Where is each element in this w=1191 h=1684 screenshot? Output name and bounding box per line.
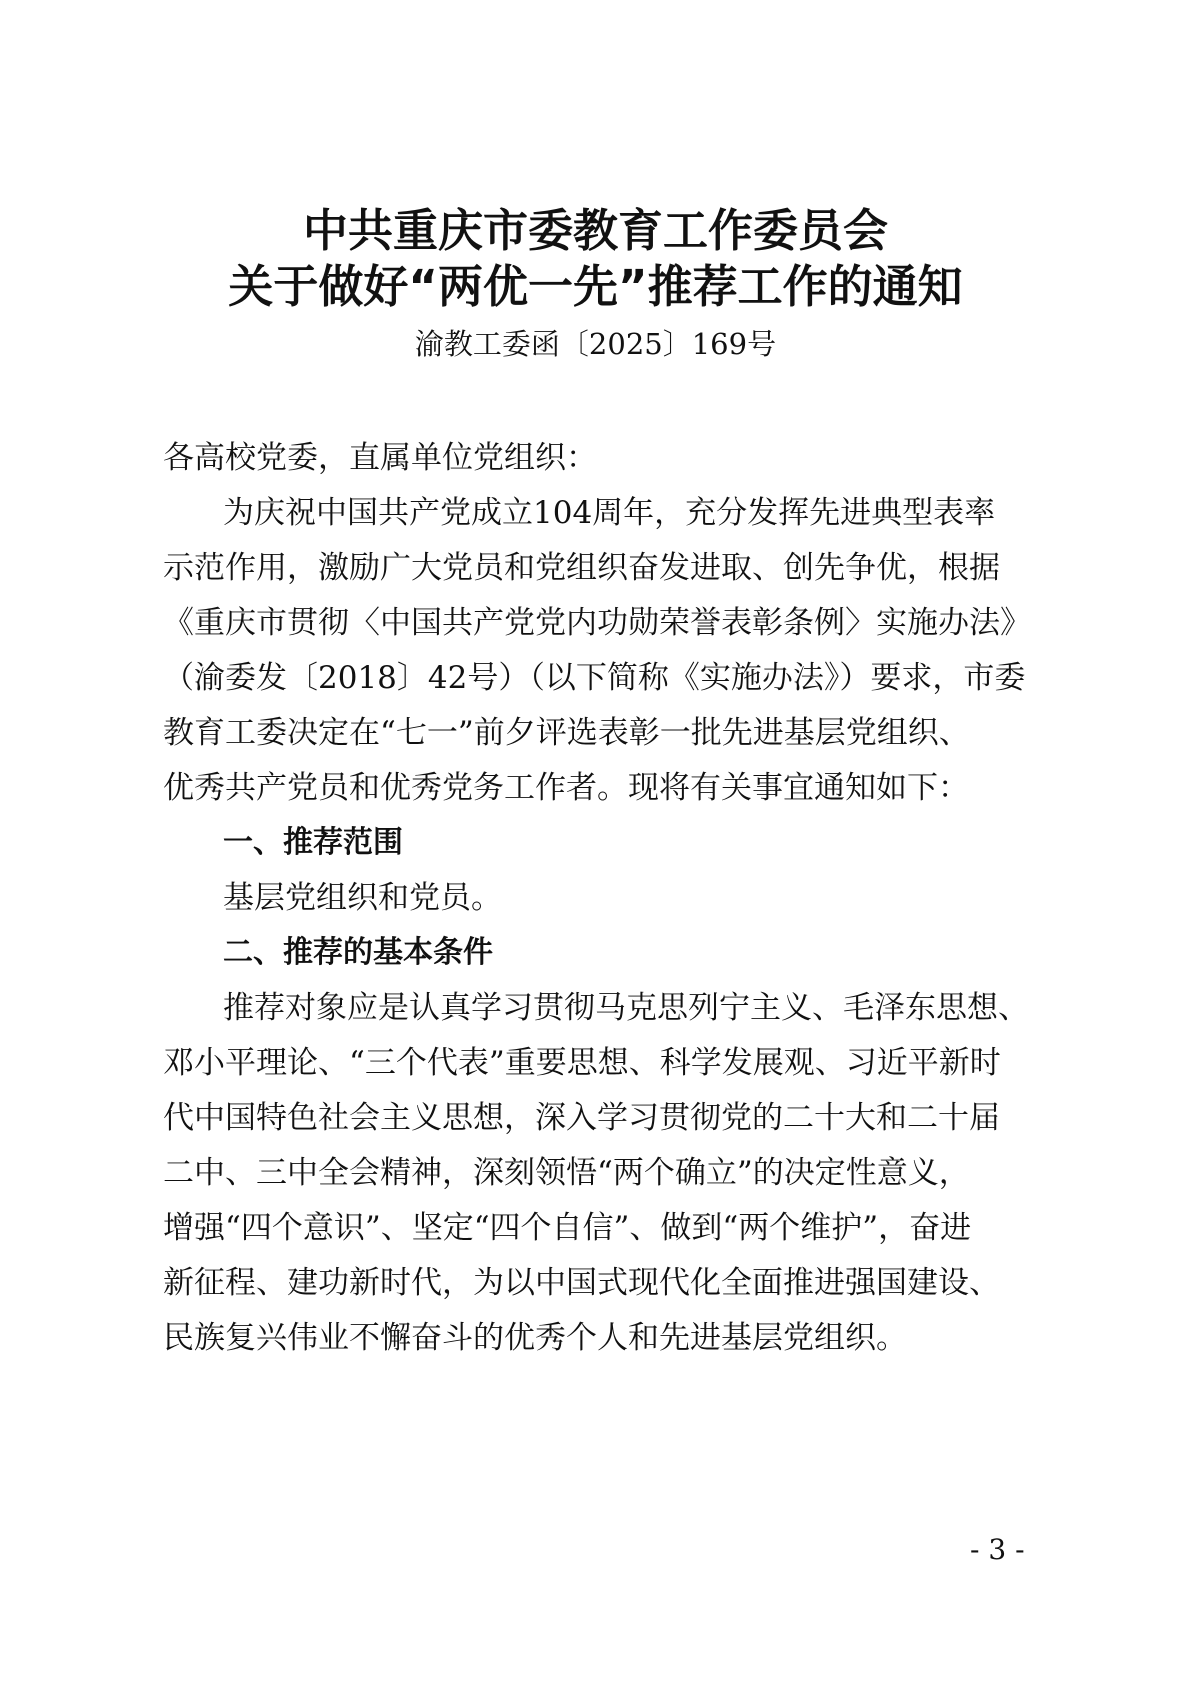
- section-2-line-6: 新征程、建功新时代，为以中国式现代化全面推进强国建设、: [163, 1265, 1000, 1301]
- intro-line-3: 《重庆市贯彻〈中国共产党党内功勋荣誉表彰条例〉实施办法》: [163, 605, 1031, 641]
- intro-line-6: 优秀共产党员和优秀党务工作者。现将有关事宜通知如下：: [163, 770, 969, 806]
- section-2-line-3: 代中国特色社会主义思想，深入学习贯彻党的二十大和二十届: [163, 1100, 1000, 1136]
- document-title-line-1: 中共重庆市委教育工作委员会: [302, 204, 888, 257]
- section-1-body: 基层党组织和党员。: [223, 880, 502, 916]
- intro-line-5: 教育工委决定在“七一”前夕评选表彰一批先进基层党组织、: [163, 715, 970, 751]
- document-number: 渝教工委函〔2025〕169号: [414, 327, 777, 361]
- section-2-line-2: 邓小平理论、“三个代表”重要思想、科学发展观、习近平新时: [163, 1045, 1001, 1081]
- section-2-heading: 二、推荐的基本条件: [223, 935, 493, 970]
- section-2-line-7: 民族复兴伟业不懈奋斗的优秀个人和先进基层党组织。: [163, 1320, 907, 1356]
- section-2-line-1: 推荐对象应是认真学习贯彻马克思列宁主义、毛泽东思想、: [223, 990, 1029, 1026]
- section-2-line-4: 二中、三中全会精神，深刻领悟“两个确立”的决定性意义，: [163, 1155, 970, 1191]
- page-number: - 3 -: [970, 1533, 1025, 1566]
- intro-line-2: 示范作用，激励广大党员和党组织奋发进取、创先争优，根据: [163, 550, 1000, 586]
- salutation: 各高校党委，直属单位党组织：: [163, 440, 597, 476]
- document-title-line-2: 关于做好“两优一先”推荐工作的通知: [228, 260, 963, 313]
- intro-line-1: 为庆祝中国共产党成立104周年，充分发挥先进典型表率: [223, 495, 996, 531]
- section-2-line-5: 增强“四个意识”、坚定“四个自信”、做到“两个维护”，奋进: [163, 1210, 972, 1246]
- section-1-heading: 一、推荐范围: [223, 825, 403, 860]
- intro-line-4: （渝委发〔2018〕42号）（以下简称《实施办法》）要求，市委: [163, 660, 1026, 696]
